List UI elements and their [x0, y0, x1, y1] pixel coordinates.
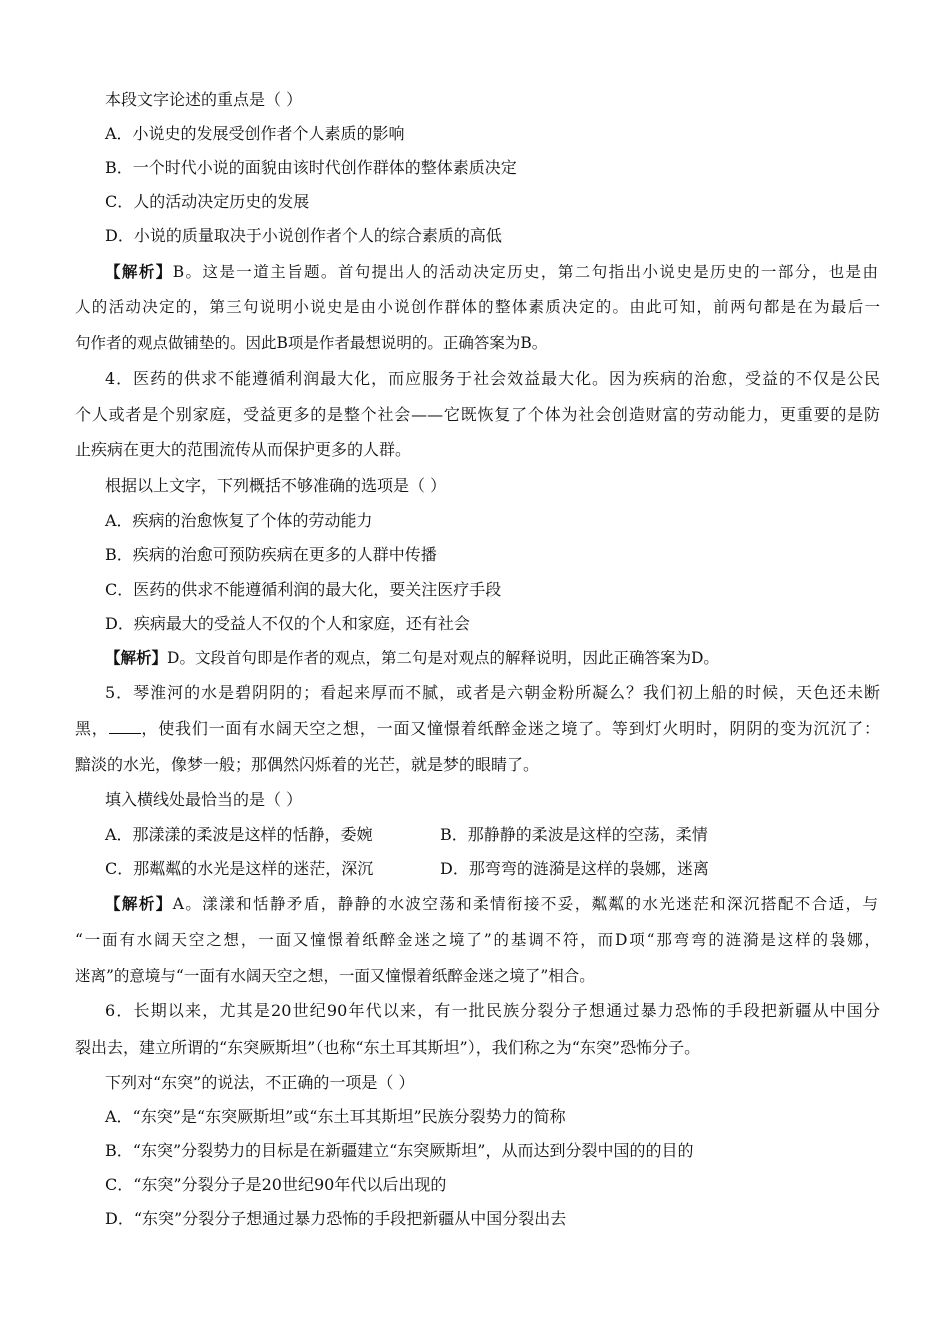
q6-question: 下列对“东突”的说法，不正确的一项是（ ）	[105, 1073, 415, 1092]
analysis-label: 【解析】	[105, 263, 173, 281]
q5-option-a: A．那漾漾的柔波是这样的恬静，委婉	[105, 825, 373, 844]
q4-passage-line-2: 个人或者是个别家庭，受益更多的是整个社会——它既恢复了个体为社会创造财富的劳动能力，更重要的是防	[75, 405, 880, 424]
q3-question: 本段文字论述的重点是（ ）	[105, 90, 303, 109]
q5-option-d: D．那弯弯的涟漪是这样的袅娜，迷离	[440, 859, 709, 878]
q6-option-c: C．“东突”分裂分子是20世纪90年代以后出现的	[105, 1175, 447, 1194]
q5-passage-line-2: 黑， ，使我们一面有水阔天空之想，一面又憧憬着纸醉金迷之境了。等到灯火明时，阴阴的变为沉沉了：	[75, 719, 880, 738]
q3-option-a: A．小说史的发展受创作者个人素质的影响	[105, 124, 405, 143]
q4-analysis-line-1: 【解析】D。文段首句即是作者的观点，第二句是对观点的解释说明，因此正确答案为D。	[105, 649, 719, 667]
q5-passage-line-1: 5．琴淮河的水是碧阴阴的；看起来厚而不腻，或者是六朝金粉所凝么？我们初上船的时候，天色还未断	[105, 683, 880, 702]
analysis-label: 【解析】	[105, 895, 173, 913]
q5-question: 填入横线处最恰当的是（ ）	[105, 790, 303, 809]
q4-passage-line-3: 止疾病在更大的范围流传从而保护更多的人群。	[75, 440, 412, 459]
q5-analysis-line-2: “一面有水阔天空之想，一面又憧憬着纸醉金迷之境了”的基调不符，而D项“那弯弯的涟漪是这样的袅娜，	[75, 931, 880, 949]
q3-analysis-line-3: 句作者的观点做铺垫的。因此B项是作者最想说明的。正确答案为B。	[75, 334, 548, 352]
q5-option-b: B．那静静的柔波是这样的空荡，柔情	[440, 825, 708, 844]
q3-analysis-line-1: 【解析】B。这是一道主旨题。首句提出人的活动决定历史，第二句指出小说史是历史的一部分，也是由	[105, 263, 878, 281]
q6-option-a: A．“东突”是“东突厥斯坦”或“东土耳其斯坦”民族分裂势力的简称	[105, 1107, 566, 1126]
q5-analysis-line-1: 【解析】A。漾漾和恬静矛盾，静静的水波空荡和柔情衔接不妥，粼粼的水光迷茫和深沉搭配不合适，与	[105, 895, 878, 913]
q3-analysis-line-2: 人的活动决定的，第三句说明小说史是由小说创作群体的整体素质决定的。由此可知，前两句都是在为最后一	[75, 298, 880, 316]
q5-option-c: C．那粼粼的水光是这样的迷茫，深沉	[105, 859, 374, 878]
q6-option-b: B．“东突”分裂势力的目标是在新疆建立“东突厥斯坦”，从而达到分裂中国的的目的	[105, 1141, 694, 1160]
q3-option-b: B．一个时代小说的面貌由该时代创作群体的整体素质决定	[105, 158, 517, 177]
q3-option-c: C．人的活动决定历史的发展	[105, 192, 310, 211]
q4-option-b: B．疾病的治愈可预防疾病在更多的人群中传播	[105, 545, 437, 564]
q4-option-c: C．医药的供求不能遵循利润的最大化，要关注医疗手段	[105, 580, 502, 599]
q6-passage-line-1: 6．长期以来，尤其是20世纪90年代以来，有一批民族分裂分子想通过暴力恐怖的手段把新疆从中国分	[105, 1001, 880, 1020]
q4-passage-line-1: 4．医药的供求不能遵循利润最大化，而应服务于社会效益最大化。因为疾病的治愈，受益的不仅是公民	[105, 369, 880, 388]
analysis-label: 【解析】	[105, 649, 168, 667]
q5-analysis-line-3: 迷离”的意境与“一面有水阔天空之想，一面又憧憬着纸醉金迷之境了”相合。	[75, 967, 595, 985]
q5-passage-line-3: 黯淡的水光，像梦一般；那偶然闪烁着的光芒，就是梦的眼睛了。	[75, 755, 540, 774]
q3-option-d: D．小说的质量取决于小说创作者个人的综合素质的高低	[105, 226, 502, 245]
fill-in-blank	[109, 719, 141, 734]
q6-passage-line-2: 裂出去，建立所谓的“东突厥斯坦”（也称“东土耳其斯坦”），我们称之为“东突”恐怖分子。	[75, 1038, 701, 1057]
q4-option-d: D．疾病最大的受益人不仅的个人和家庭，还有社会	[105, 614, 470, 633]
q4-option-a: A．疾病的治愈恢复了个体的劳动能力	[105, 511, 373, 530]
q6-option-d: D．“东突”分裂分子想通过暴力恐怖的手段把新疆从中国分裂出去	[105, 1209, 567, 1228]
q4-question: 根据以上文字，下列概括不够准确的选项是（ ）	[105, 476, 447, 495]
